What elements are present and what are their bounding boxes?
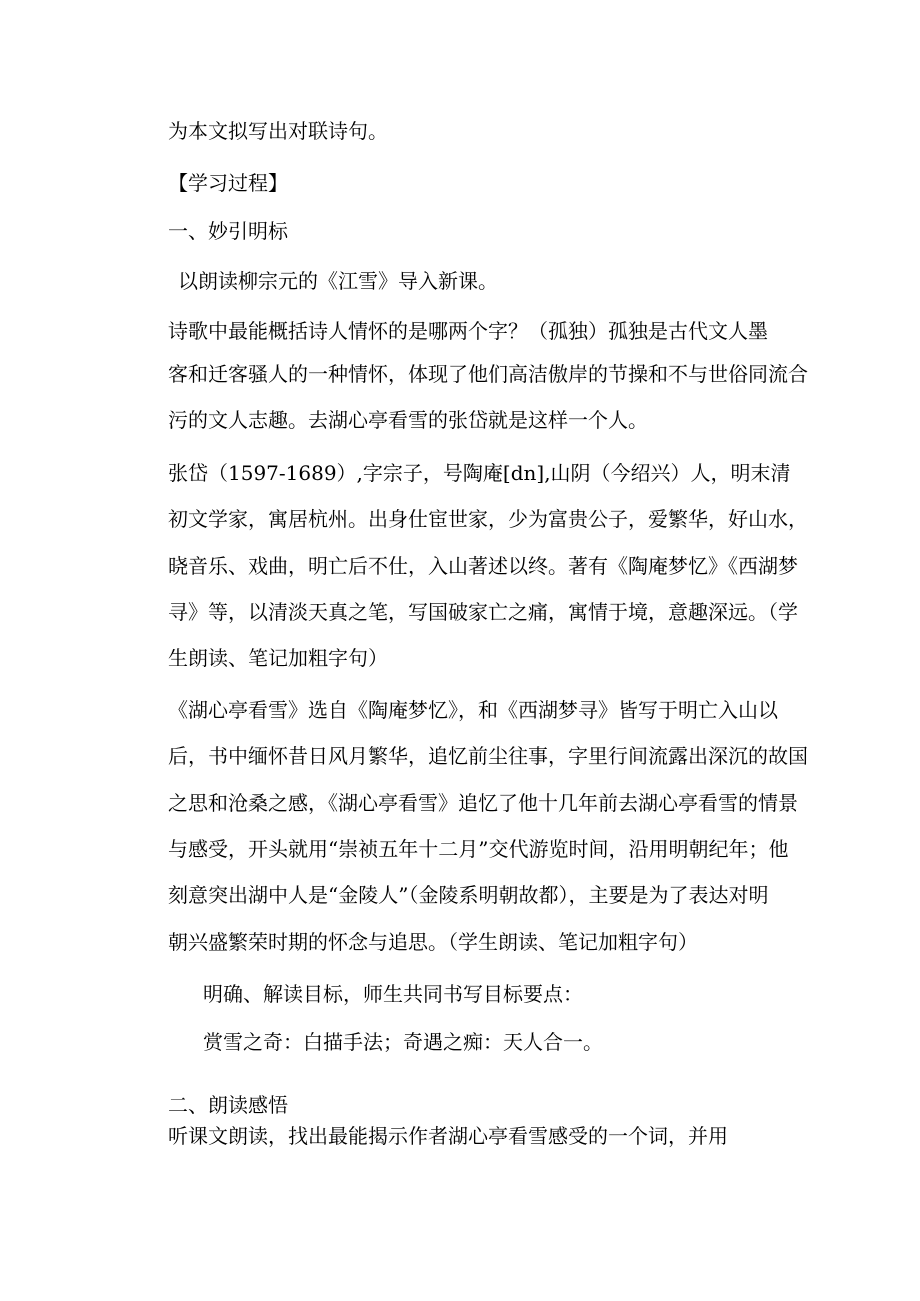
- paragraph-2-line-3: 晓音乐、戏曲，明亡后不仕，入山著述以终。著有《陶庵梦忆》《西湖梦: [168, 554, 798, 578]
- listen-task-line: 听课文朗读，找出最能揭示作者湖心亭看雪感受的一个词，并用: [168, 1124, 728, 1148]
- paragraph-3-line-3: 之思和沧桑之感，《湖心亭看雪》追忆了他十几年前去湖心亭看雪的情景: [168, 791, 798, 815]
- paragraph-3-line-5: 刻意突出湖中人是“金陵人”（金陵系明朝故都），主要是为了表达对明: [168, 883, 769, 907]
- goal-intro-line: 明确、解读目标，师生共同书写目标要点：: [203, 982, 583, 1006]
- paragraph-3-line-1: 《湖心亭看雪》选自《陶庵梦忆》，和《西湖梦寻》皆写于明亡入山以: [168, 698, 778, 722]
- paragraph-2-line-1: 张岱（1597-1689）,字宗子，号陶庵[dn],山阴（今绍兴）人，明末清: [168, 461, 791, 485]
- section-heading-one: 一、妙引明标: [168, 219, 288, 243]
- goal-points-line: 赏雪之奇：白描手法；奇遇之痴：天人合一。: [203, 1030, 603, 1054]
- paragraph-3-line-6: 朝兴盛繁荣时期的怀念与追思。（学生朗读、笔记加粗字句）: [168, 930, 698, 954]
- paragraph-1-line-3: 污的文人志趣。去湖心亭看雪的张岱就是这样一个人。: [168, 408, 648, 432]
- paragraph-2-line-5: 生朗读、笔记加粗字句）: [168, 646, 388, 670]
- paragraph-1-line-2: 客和迁客骚人的一种情怀，体现了他们高洁傲岸的节操和不与世俗同流合: [168, 362, 808, 386]
- paragraph-1-line-1: 诗歌中最能概括诗人情怀的是哪两个字？（孤独）孤独是古代文人墨: [168, 319, 768, 343]
- intro-tail-line: 为本文拟写出对联诗句。: [168, 119, 388, 143]
- paragraph-3-line-2: 后，书中缅怀昔日风月繁华，追忆前尘往事，字里行间流露出深沉的故国: [168, 744, 808, 768]
- paragraph-3-line-4: 与感受，开头就用“崇祯五年十二月”交代游览时间，沿用明朝纪年；他: [168, 837, 789, 861]
- paragraph-2-line-2: 初文学家，寓居杭州。出身仕宦世家，少为富贵公子，爱繁华，好山水，: [168, 507, 808, 531]
- section-heading-two: 二、朗读感悟: [168, 1093, 288, 1117]
- paragraph-2-line-4: 寻》等，以清淡天真之笔，写国破家亡之痛，寓情于境，意趣深远。（学: [168, 600, 798, 624]
- lead-in-line: 以朗读柳宗元的《江雪》导入新课。: [178, 269, 498, 293]
- section-heading-process: 【学习过程】: [168, 171, 288, 195]
